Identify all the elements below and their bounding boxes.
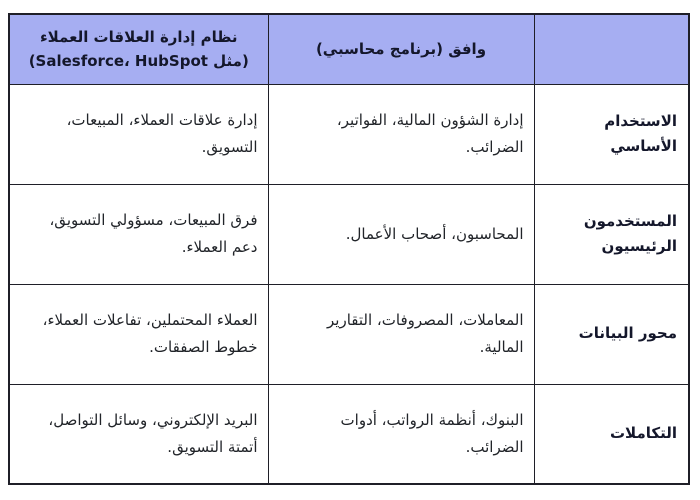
wafeq-cell-main-users: المحاسبون، أصحاب الأعمال.: [268, 184, 534, 284]
header-cell-empty: [534, 14, 689, 84]
wafeq-cell-data-focus: المعاملات، المصروفات، التقارير المالية.: [268, 284, 534, 384]
table-row-integrations: [9, 384, 689, 484]
crm-cell-main-users: فرق المبيعات، مسؤولي التسويق، دعم العملاء.: [9, 184, 268, 284]
row-label-integrations: التكاملات: [534, 384, 689, 484]
crm-cell-data-focus: العملاء المحتملين، تفاعلات العملاء، خطوط الصفقات.: [9, 284, 268, 384]
row-label-main-users: المستخدمون الرئيسيون: [534, 184, 689, 284]
header-cell-wafeq: وافق (برنامج محاسبي): [268, 14, 534, 84]
header-row: [9, 14, 689, 84]
table-row-basic-usage: [9, 84, 689, 184]
header-cell-crm: نظام إدارة العلاقات العملاء (مثل Salesforce، HubSpot): [9, 14, 268, 84]
crm-cell-integrations: البريد الإلكتروني، وسائل التواصل، أتمتة التسويق.: [9, 384, 268, 484]
table-row-main-users: [9, 184, 689, 284]
wafeq-cell-integrations: البنوك، أنظمة الرواتب، أدوات الضرائب.: [268, 384, 534, 484]
comparison-table: [8, 13, 690, 485]
wafeq-cell-basic-usage: إدارة الشؤون المالية، الفواتير، الضرائب.: [268, 84, 534, 184]
table-row-data-focus: [9, 284, 689, 384]
crm-cell-basic-usage: إدارة علاقات العملاء، المبيعات، التسويق.: [9, 84, 268, 184]
row-label-basic-usage: الاستخدام الأساسي: [534, 84, 689, 184]
row-label-data-focus: محور البيانات: [534, 284, 689, 384]
